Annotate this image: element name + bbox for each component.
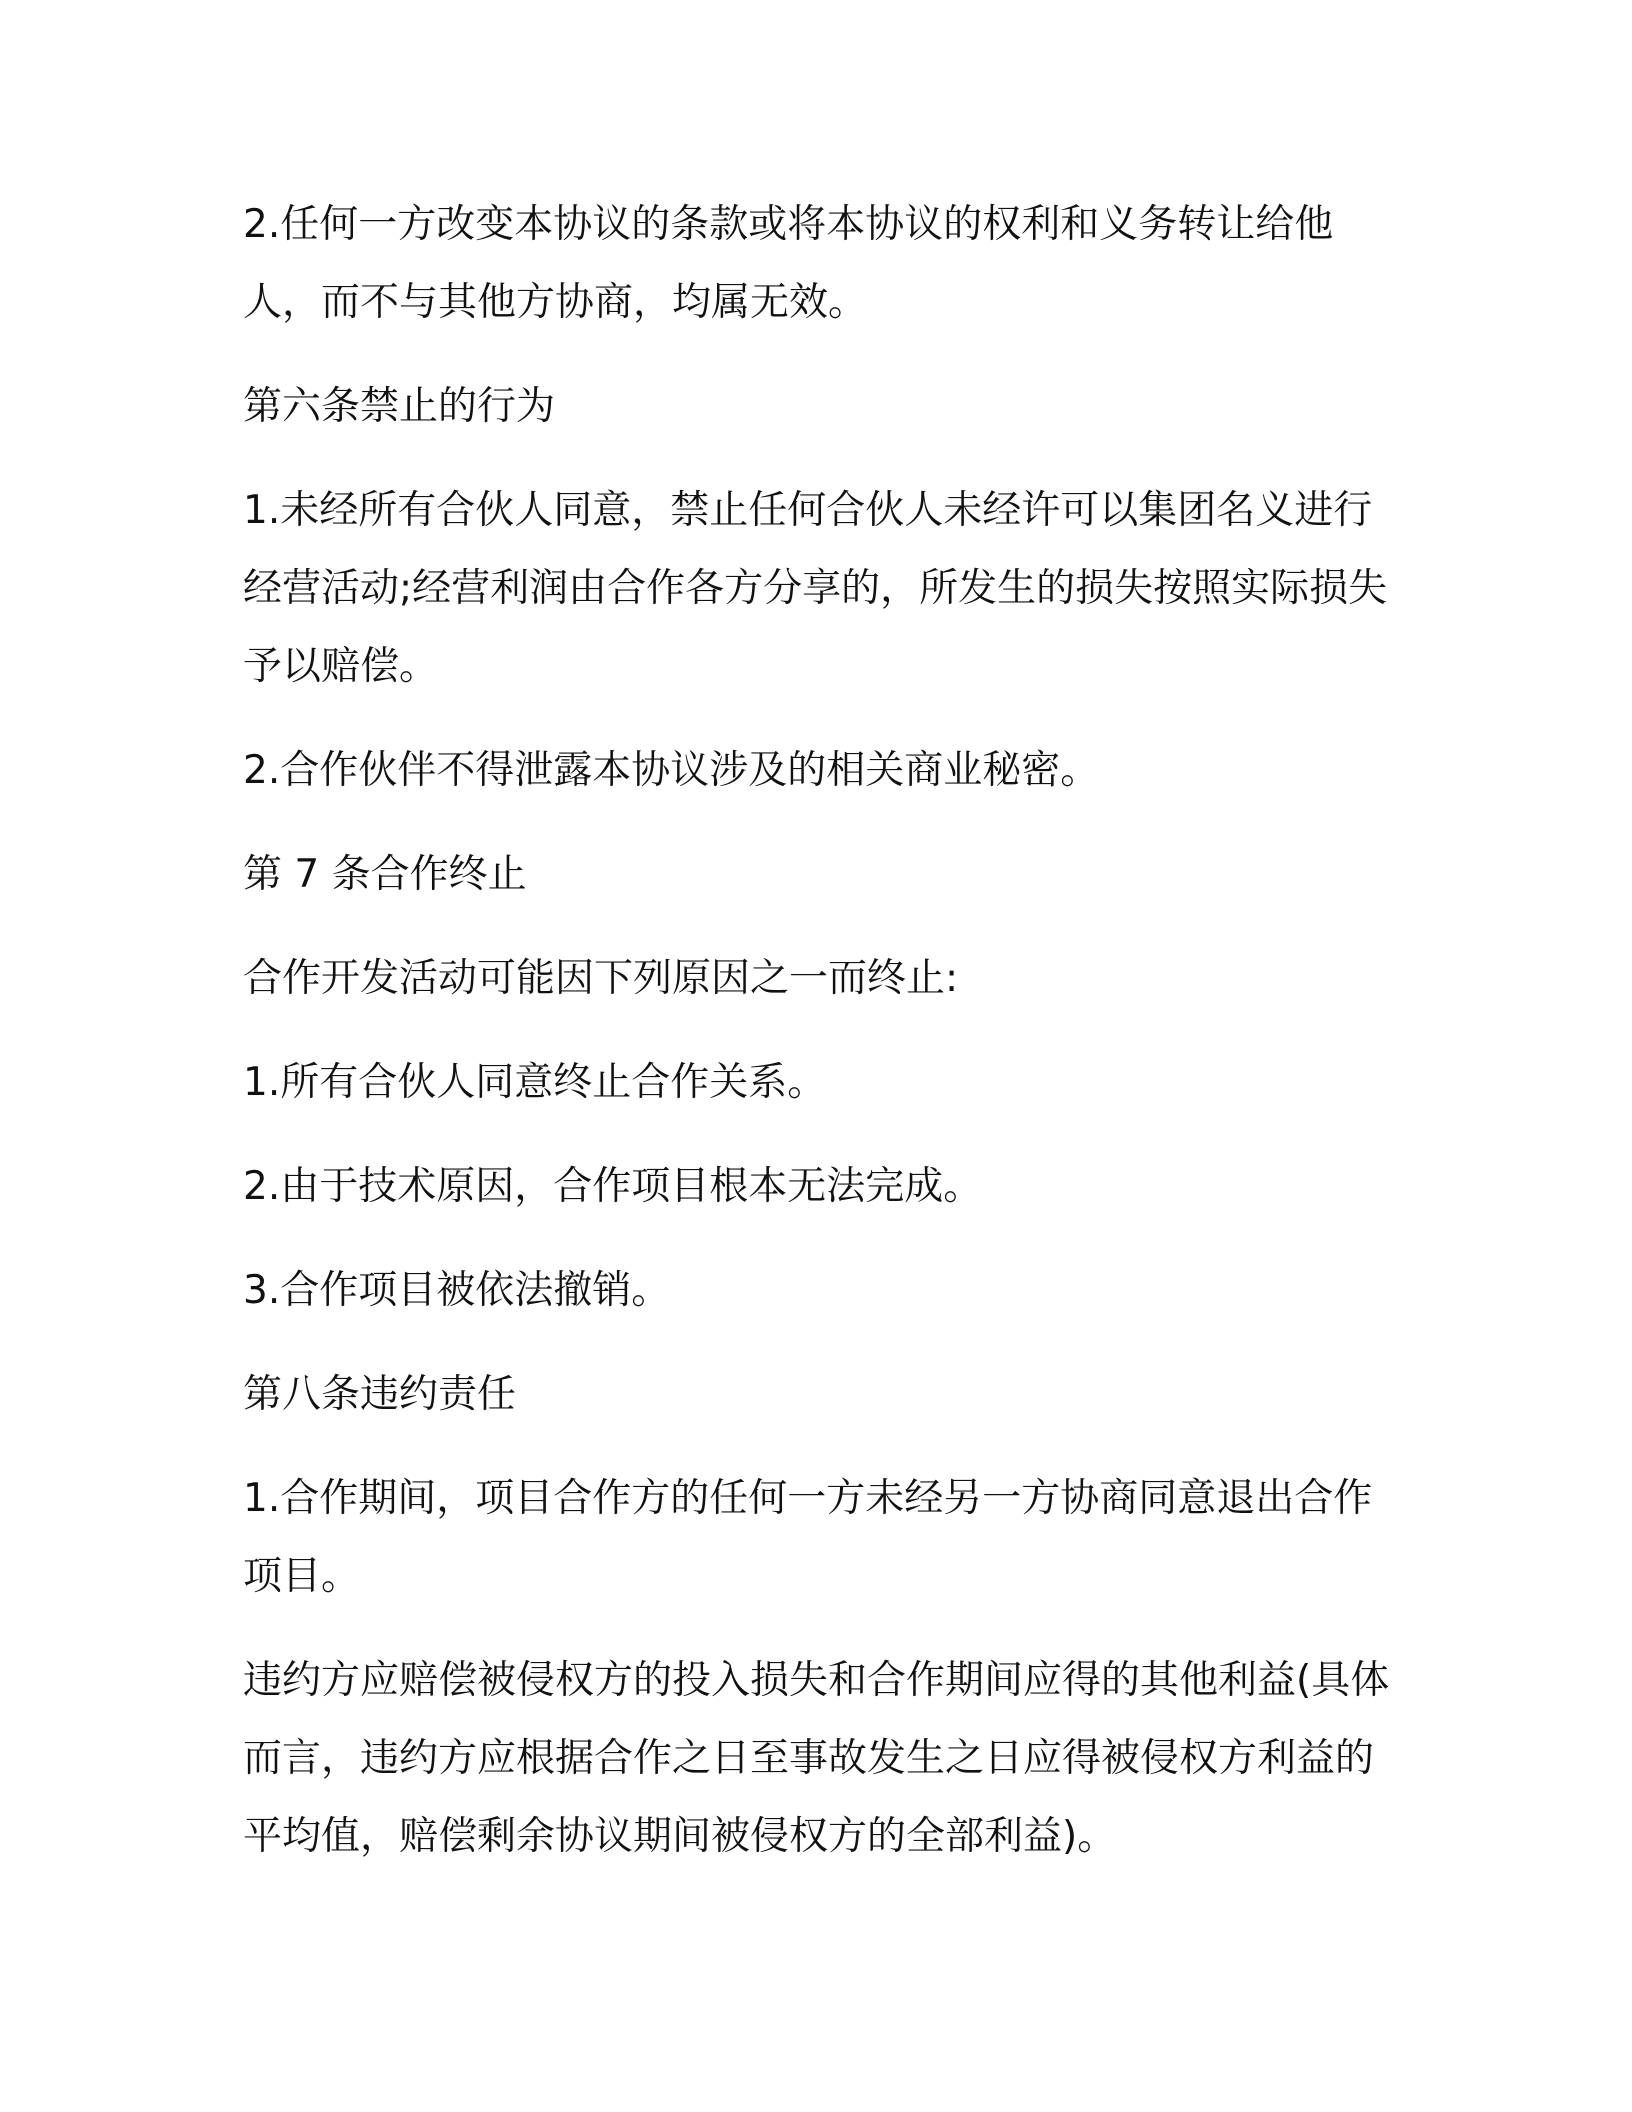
clause-7-item-2: 2.由于技术原因，合作项目根本无法完成。	[243, 1164, 983, 1209]
article-6-heading: 第六条禁止的行为	[243, 384, 556, 429]
article-7-intro: 合作开发活动可能因下列原因之一而终止:	[243, 956, 959, 1001]
clause-6-item-2: 2.合作伙伴不得泄露本协议涉及的相关商业秘密。	[243, 748, 1100, 793]
article-7-heading: 第 7 条合作终止	[243, 852, 527, 897]
clause-6-item-1: 1.未经所有合伙人同意，禁止任何合伙人未经许可以集团名义进行经营活动;经营利润由合作各方分享的，所发生的损失按照实际损失予以赔偿。	[243, 488, 1388, 689]
clause-8-item-1: 1.合作期间，项目合作方的任何一方未经另一方协商同意退出合作项目。	[243, 1476, 1373, 1599]
document-body	[243, 186, 1393, 1902]
clause-7-item-3: 3.合作项目被依法撤销。	[243, 1268, 671, 1313]
article-8-heading: 第八条违约责任	[243, 1372, 517, 1417]
clause-8-compensation: 违约方应赔偿被侵权方的投入损失和合作期间应得的其他利益(具体而言，违约方应根据合作之日至事故发生之日应得被侵权方利益的平均值，赔偿剩余协议期间被侵权方的全部利益)。	[243, 1658, 1390, 1859]
clause-7-item-1: 1.所有合伙人同意终止合作关系。	[243, 1060, 827, 1105]
clause-5-item-2: 2.任何一方改变本协议的条款或将本协议的权利和义务转让给他人，而不与其他方协商，均属无效。	[243, 202, 1334, 325]
